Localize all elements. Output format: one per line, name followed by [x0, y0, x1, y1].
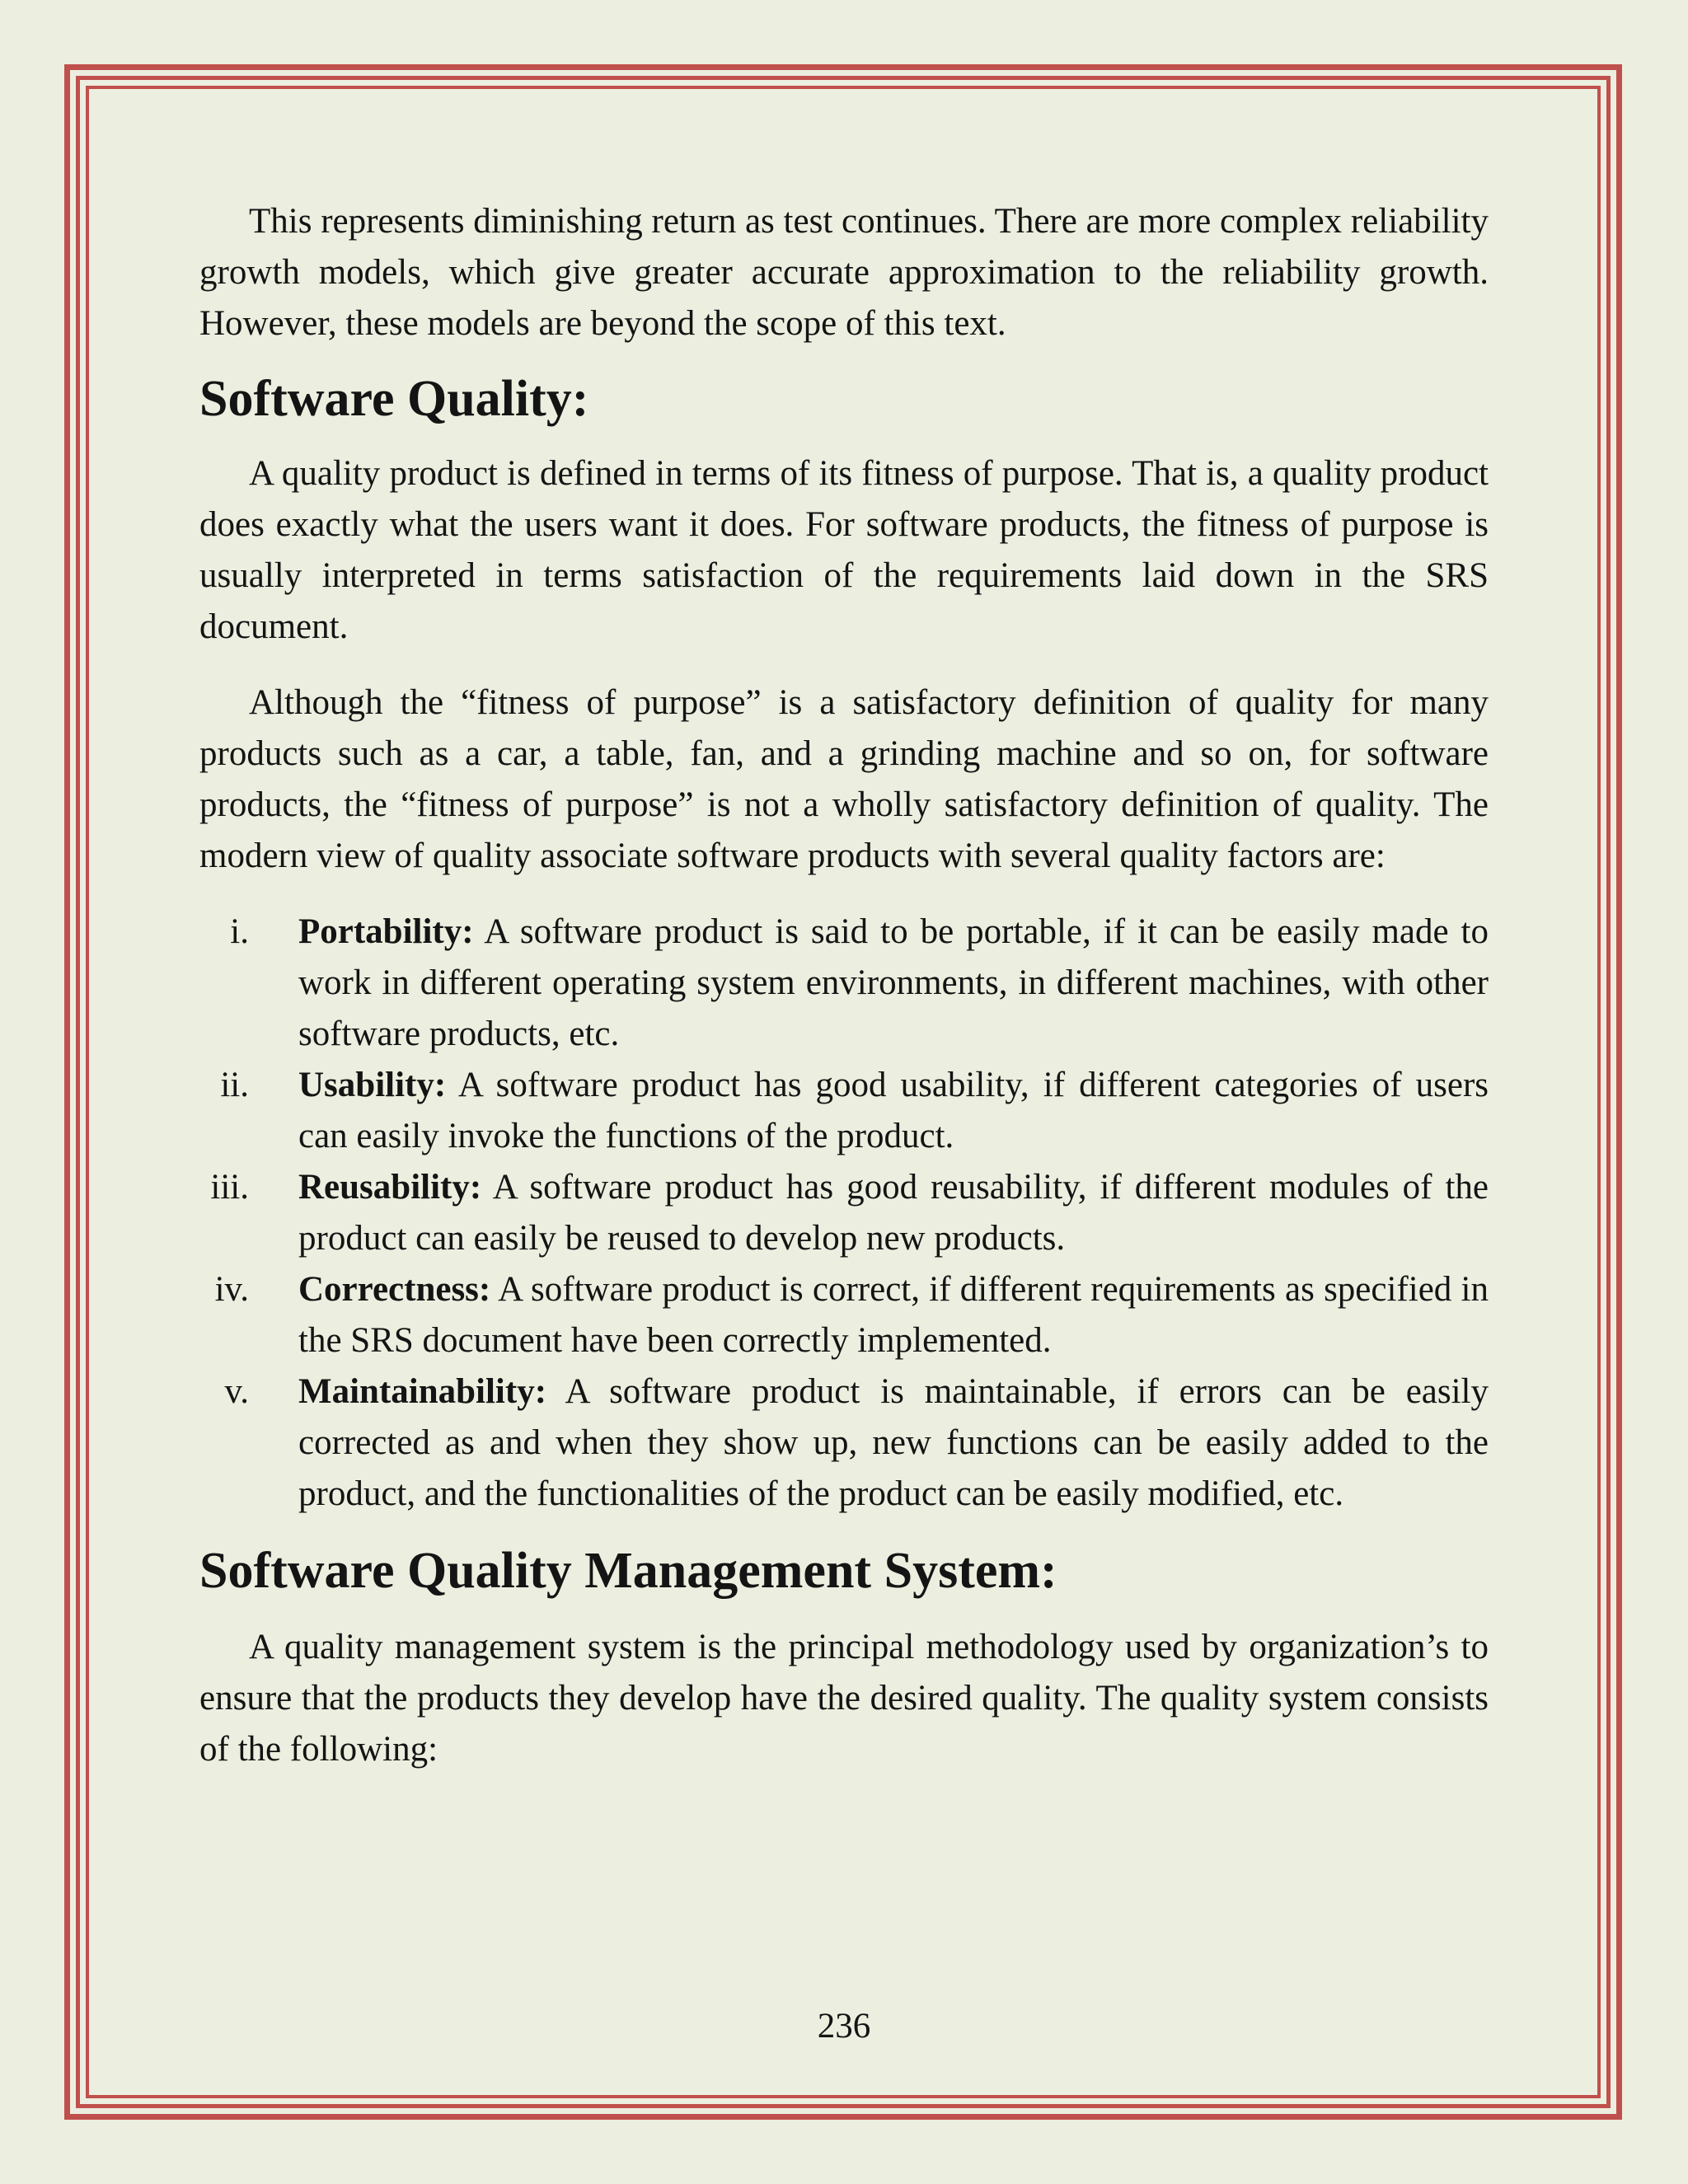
list-item-reusability	[199, 1162, 1489, 1264]
quality-factors-list	[199, 907, 1489, 1520]
factor-term: Reusability:	[298, 1168, 482, 1207]
list-number: i.	[230, 912, 249, 951]
factor-text: A software product is said to be portable, if it can be easily made to work in different operating system environments, in different machines, with other software products, etc.	[298, 912, 1489, 1053]
list-number: iv.	[214, 1270, 249, 1309]
factor-term: Portability:	[298, 912, 474, 951]
factor-term: Maintainability:	[298, 1372, 547, 1411]
list-number: iii.	[210, 1168, 249, 1207]
list-item-usability	[199, 1060, 1489, 1162]
intro-paragraph: This represents diminishing return as test continues. There are more complex reliability growth models, which give greater accurate approximation to the reliability growth. However, these models are beyond the scope of this text.	[199, 202, 1489, 343]
page-number: 236	[817, 2007, 871, 2046]
factor-text: A software product is correct, if different requirements as specified in the SRS document have been correctly implemented.	[298, 1270, 1489, 1360]
factor-text: A software product has good usability, if different categories of users can easily invoke the functions of the product.	[298, 1066, 1489, 1155]
qms-heading: Software Quality Management System:	[199, 1543, 1057, 1599]
page-content	[199, 196, 1489, 1775]
factor-term: Correctness:	[298, 1270, 491, 1309]
list-item-portability	[199, 907, 1489, 1060]
software-quality-heading: Software Quality:	[199, 371, 589, 427]
list-number: v.	[224, 1372, 249, 1411]
factor-text: A software product is maintainable, if errors can be easily corrected as and when they show up, new functions can be easily added to the product, and the functionalities of the product can be easily modified, etc.	[298, 1372, 1489, 1513]
list-number: ii.	[220, 1066, 249, 1104]
list-item-maintainability	[199, 1366, 1489, 1520]
factor-term: Usability:	[298, 1066, 447, 1104]
qms-paragraph: A quality management system is the principal methodology used by organization’s to ensure that the products they develop have the desired quality. The quality system consists of the following:	[199, 1628, 1489, 1769]
quality-paragraph-2: Although the “fitness of purpose” is a satisfactory definition of quality for many products such as a car, a table, fan, and a grinding machine and so on, for software products, the “fitness of purpose” is not a wholly satisfactory definition of quality. The modern view of quality associate software products with several quality factors are:	[199, 683, 1489, 875]
list-item-correctness	[199, 1264, 1489, 1366]
quality-paragraph-1: A quality product is defined in terms of its fitness of purpose. That is, a quality product does exactly what the users want it does. For software products, the fitness of purpose is usually interpreted in terms satisfaction of the requirements laid down in the SRS document.	[199, 454, 1489, 646]
factor-text: A software product has good reusability, if different modules of the product can easily be reused to develop new products.	[298, 1168, 1489, 1258]
